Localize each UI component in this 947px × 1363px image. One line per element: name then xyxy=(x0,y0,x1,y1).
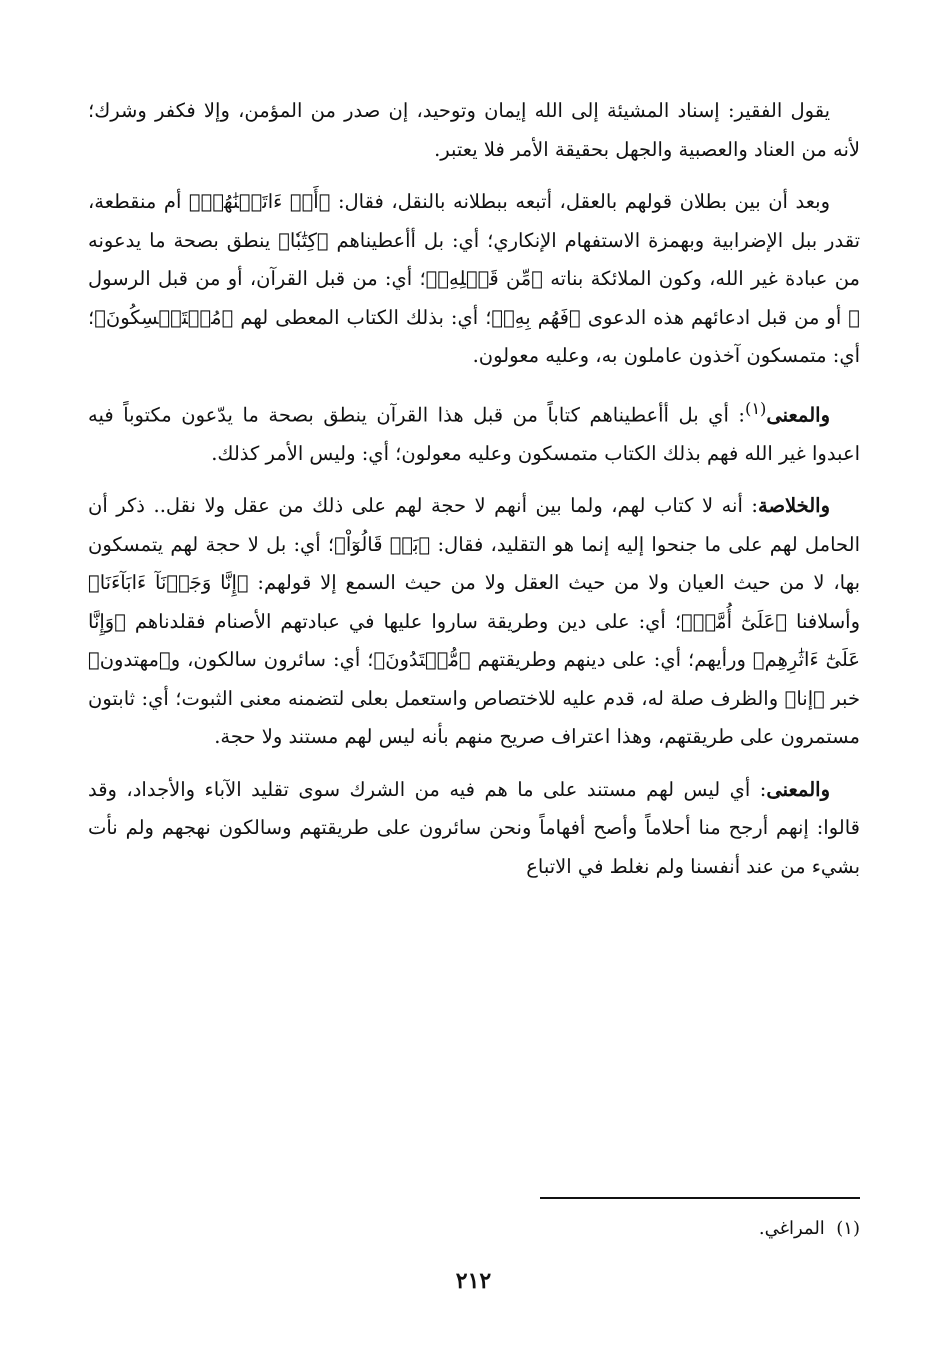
paragraph-text: : أي بل أأعطيناهم كتاباً من قبل هذا القرآن ينطق بصحة ما يدّعون مكتوباً فيه اعبدوا غير الله فهم بذلك الكتاب متمسكون وعليه معولون؛ أي: وليس الأمر كذلك. xyxy=(88,403,860,465)
paragraph-text: وبعد أن بين بطلان قولهم بالعقل، أتبعه ببطلانه بالنقل، فقال: ﴿أَمۡ ءَاتَيۡنَٰهُمۡ﴾ أم منقطعة، تقدر ببل الإضرابية وبهمزة الاستفهام الإنكاري؛ أي: بل أأعطيناهم ﴿كِتَٰبٗا﴾ ينطق بصحة ما يدعونه من عبادة غير الله، وكون الملائكة بناته ﴿مِّن قَبۡلِهِۦ﴾؛ أي: من قبل القرآن، أو من قبل الرسول ﷺ أو من قبل ادعائهم هذه الدعوى ﴿فَهُم بِهِۦ﴾؛ أي: بذلك الكتاب المعطى لهم ﴿مُسۡتَمۡسِكُونَ﴾؛ أي: متمسكون آخذون عاملون به، وعليه معولون. xyxy=(88,190,860,367)
paragraph-5 xyxy=(88,771,860,887)
paragraph-lead: والخلاصة xyxy=(757,494,830,517)
paragraph-3 xyxy=(88,390,860,474)
footnote-text: المراغي. xyxy=(758,1218,825,1239)
page-number: ٢١٢ xyxy=(455,1268,492,1294)
page-body xyxy=(88,92,860,900)
footnote-divider xyxy=(540,1197,860,1199)
footnote-marker: (١) xyxy=(836,1218,860,1239)
paragraph-2 xyxy=(88,183,860,376)
paragraph-4 xyxy=(88,487,860,757)
paragraph-lead: والمعنى xyxy=(766,403,830,426)
paragraph-text: : أي ليس لهم مستند على ما هم فيه من الشرك سوى تقليد الآباء والأجداد، وقد قالوا: إنهم أرجح منا أحلاماً وأصح أفهاماً ونحن سائرون على طريقتهم وسالكون نهجهم ولم نأت بشيء من عند أنفسنا ولم نغلط في الاتباع xyxy=(88,777,860,878)
footnote xyxy=(540,1218,860,1239)
paragraph-lead: والمعنى xyxy=(766,777,830,801)
footnote-reference: (١) xyxy=(744,398,767,418)
paragraph-text: : أنه لا كتاب لهم، ولما بين أنهم لا حجة لهم على ذلك من عقل ولا نقل.. ذكر أن الحامل لهم على ما جنحوا إليه إنما هو التقليد، فقال: ﴿بَلۡ قَالُوٓاْ﴾؛ أي: بل لا حجة لهم يتمسكون بها، لا من حيث العيان ولا من حيث العقل ولا من حيث السمع إلا قولهم: ﴿إِنَّا وَجَدۡنَآ ءَابَآءَنَا﴾ وأسلافنا ﴿عَلَىٰٓ أُمَّةٖ﴾؛ أي: على دين وطريقة ساروا عليها في عبادتهم الأصنام فقلدناهم ﴿وَإِنَّا عَلَىٰٓ ءَاثَٰرِهِم﴾ ورأيهم؛ أي: على دينهم وطريقتهم ﴿مُّهۡتَدُونَ﴾؛ أي: سائرون سالكون، و﴿مهتدون﴾ خبر ﴿إنا﴾ والظرف صلة له، قدم عليه للاختصاص واستعمل بعلى لتضمنه معنى الثبوت؛ أي: ثابتون مستمرون على طريقتهم، وهذا اعتراف صريح منهم بأنه ليس لهم مستند ولا حجة. xyxy=(88,494,860,748)
paragraph-1 xyxy=(88,92,860,169)
paragraph-text: يقول الفقير: إسناد المشيئة إلى الله إيمان وتوحيد، إن صدر من المؤمن، وإلا فكفر وشرك؛ لأنه من العناد والعصبية والجهل بحقيقة الأمر فلا يعتبر. xyxy=(88,99,860,161)
